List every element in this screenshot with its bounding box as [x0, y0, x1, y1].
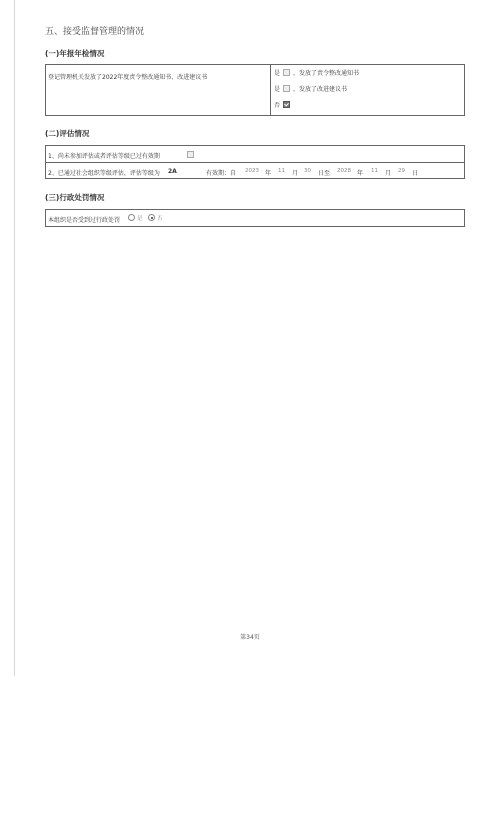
- checkbox-no[interactable]: [283, 101, 290, 108]
- evaluation-row-1: [46, 146, 464, 163]
- penalty-question: 本组织是否受到过行政处罚: [48, 217, 121, 224]
- option-prefix: 否: [274, 102, 281, 109]
- option-prefix: 是: [274, 70, 281, 77]
- penalty-no-option[interactable]: [146, 214, 163, 222]
- annual-question-cell: [46, 65, 271, 115]
- year-label: 年: [265, 170, 272, 177]
- start-day[interactable]: 30: [304, 168, 311, 174]
- end-month[interactable]: 11: [371, 168, 378, 174]
- evaluation-grade: 2A: [168, 168, 177, 175]
- year-label: 年: [357, 170, 364, 177]
- annual-question: 登记管理机关发放了2022年度责令整改通知书、改进建议书: [48, 74, 208, 81]
- checkbox-not-evaluated[interactable]: [187, 151, 194, 158]
- option-label: ，发放了责令整改通知书: [293, 70, 360, 77]
- day-label: 日: [412, 170, 419, 177]
- annual-table: [45, 64, 465, 116]
- to-label: 日至: [318, 170, 331, 177]
- radio-no-label: 否: [157, 216, 163, 222]
- annual-option-1[interactable]: [274, 68, 359, 77]
- penalty-table: [45, 209, 465, 227]
- month-label: 月: [292, 170, 299, 177]
- page-edge-line: [14, 0, 15, 676]
- penalty-heading: (三)行政处罚情况: [45, 193, 105, 202]
- end-year[interactable]: 2028: [337, 168, 351, 174]
- month-label: 月: [385, 170, 392, 177]
- checkbox-suggestion[interactable]: [283, 85, 290, 92]
- radio-no[interactable]: [148, 214, 155, 221]
- option-label: ，发放了改进建议书: [293, 86, 348, 93]
- penalty-yes-option[interactable]: [126, 214, 143, 222]
- annual-option-2[interactable]: [274, 84, 347, 93]
- evaluation-row2-label: 2、已通过社会组织等级评估，评估等级为: [48, 170, 160, 177]
- valid-label: 有效期：自: [206, 170, 237, 177]
- section-title: 五、接受监督管理的情况: [45, 27, 145, 37]
- evaluation-row-2: [46, 163, 464, 178]
- annual-option-3[interactable]: [274, 100, 293, 109]
- page-number: 第34页: [240, 634, 260, 641]
- radio-yes-label: 是: [137, 216, 143, 222]
- evaluation-table: [45, 145, 465, 179]
- evaluation-row1-label: 1、尚未参加评估或者评估等级已过有效期: [48, 153, 160, 160]
- checkbox-notice[interactable]: [283, 69, 290, 76]
- option-prefix: 是: [274, 86, 281, 93]
- evaluation-heading: (二)评估情况: [45, 129, 90, 138]
- end-day[interactable]: 29: [398, 168, 405, 174]
- start-year[interactable]: 2023: [245, 168, 259, 174]
- start-month[interactable]: 11: [278, 168, 285, 174]
- annual-heading: (一)年报年检情况: [45, 49, 105, 58]
- radio-yes[interactable]: [128, 214, 135, 221]
